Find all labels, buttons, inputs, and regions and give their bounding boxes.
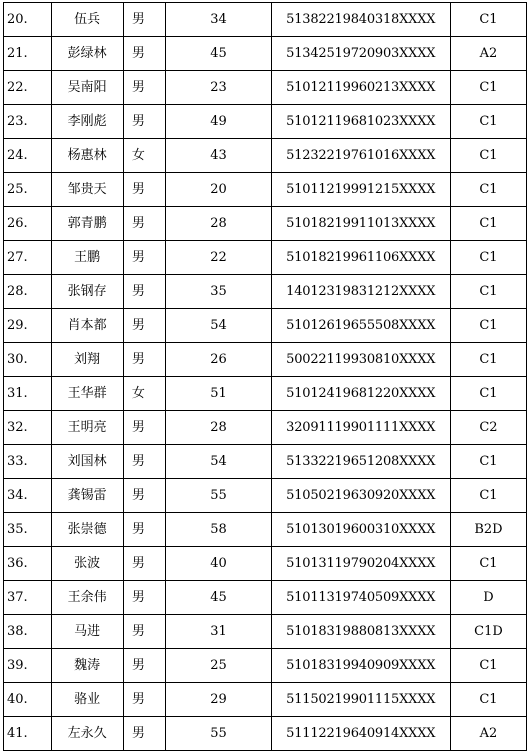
age-cell: 43 — [166, 139, 271, 173]
row-number-cell: 21. — [4, 37, 52, 71]
license-class-cell: C1 — [450, 445, 526, 479]
table-row — [4, 241, 527, 275]
age-cell: 54 — [166, 309, 271, 343]
row-number-cell: 37. — [4, 581, 52, 615]
row-number-cell: 24. — [4, 139, 52, 173]
gender-cell: 男 — [123, 207, 166, 241]
person-name-cell: 肖本都 — [51, 309, 123, 343]
gender-cell: 男 — [123, 411, 166, 445]
gender-cell: 男 — [123, 513, 166, 547]
gender-cell: 男 — [123, 3, 166, 37]
id-number-cell: 51112219640914XXXX — [271, 717, 450, 751]
person-name-cell: 骆业 — [51, 683, 123, 717]
license-class-cell: C1 — [450, 3, 526, 37]
gender-cell: 男 — [123, 173, 166, 207]
row-number-cell: 41. — [4, 717, 52, 751]
id-number-cell: 51011219991215XXXX — [271, 173, 450, 207]
table-row — [4, 581, 527, 615]
person-name-cell: 龚锡雷 — [51, 479, 123, 513]
id-number-cell: 51332219651208XXXX — [271, 445, 450, 479]
row-number-cell: 29. — [4, 309, 52, 343]
id-number-cell: 51012119681023XXXX — [271, 105, 450, 139]
id-number-cell: 51011319740509XXXX — [271, 581, 450, 615]
age-cell: 35 — [166, 275, 271, 309]
license-class-cell: C1 — [450, 105, 526, 139]
license-class-cell: C1 — [450, 649, 526, 683]
age-cell: 55 — [166, 479, 271, 513]
age-cell: 20 — [166, 173, 271, 207]
table-row — [4, 547, 527, 581]
row-number-cell: 34. — [4, 479, 52, 513]
gender-cell: 男 — [123, 649, 166, 683]
row-number-cell: 39. — [4, 649, 52, 683]
age-cell: 29 — [166, 683, 271, 717]
license-class-cell: A2 — [450, 717, 526, 751]
license-class-cell: C1 — [450, 683, 526, 717]
table-row — [4, 513, 527, 547]
license-class-cell: C1 — [450, 71, 526, 105]
age-cell: 51 — [166, 377, 271, 411]
id-number-cell: 51050219630920XXXX — [271, 479, 450, 513]
id-number-cell: 51018319940909XXXX — [271, 649, 450, 683]
person-name-cell: 王明亮 — [51, 411, 123, 445]
age-cell: 55 — [166, 717, 271, 751]
age-cell: 22 — [166, 241, 271, 275]
table-row — [4, 275, 527, 309]
age-cell: 26 — [166, 343, 271, 377]
license-class-cell: C1 — [450, 377, 526, 411]
table-row — [4, 343, 527, 377]
age-cell: 45 — [166, 37, 271, 71]
id-number-cell: 51150219901115XXXX — [271, 683, 450, 717]
person-name-cell: 杨惠林 — [51, 139, 123, 173]
id-number-cell: 51382219840318XXXX — [271, 3, 450, 37]
gender-cell: 男 — [123, 309, 166, 343]
license-class-cell: C1D — [450, 615, 526, 649]
person-name-cell: 伍兵 — [51, 3, 123, 37]
table-row — [4, 377, 527, 411]
person-name-cell: 左永久 — [51, 717, 123, 751]
row-number-cell: 26. — [4, 207, 52, 241]
person-name-cell: 张钢存 — [51, 275, 123, 309]
id-number-cell: 51342519720903XXXX — [271, 37, 450, 71]
row-number-cell: 31. — [4, 377, 52, 411]
id-number-cell: 51018219911013XXXX — [271, 207, 450, 241]
person-name-cell: 王华群 — [51, 377, 123, 411]
gender-cell: 男 — [123, 241, 166, 275]
person-name-cell: 李刚彪 — [51, 105, 123, 139]
age-cell: 25 — [166, 649, 271, 683]
gender-cell: 女 — [123, 139, 166, 173]
license-class-cell: A2 — [450, 37, 526, 71]
id-number-cell: 51018219961106XXXX — [271, 241, 450, 275]
gender-cell: 男 — [123, 581, 166, 615]
license-class-cell: C1 — [450, 309, 526, 343]
age-cell: 54 — [166, 445, 271, 479]
id-number-cell: 51012119960213XXXX — [271, 71, 450, 105]
table-row — [4, 479, 527, 513]
row-number-cell: 35. — [4, 513, 52, 547]
person-name-cell: 郭青鹏 — [51, 207, 123, 241]
row-number-cell: 20. — [4, 3, 52, 37]
row-number-cell: 38. — [4, 615, 52, 649]
id-number-cell: 51012619655508XXXX — [271, 309, 450, 343]
license-class-cell: C2 — [450, 411, 526, 445]
person-name-cell: 彭绿林 — [51, 37, 123, 71]
age-cell: 34 — [166, 3, 271, 37]
age-cell: 58 — [166, 513, 271, 547]
person-name-cell: 刘翔 — [51, 343, 123, 377]
license-class-cell: C1 — [450, 343, 526, 377]
age-cell: 49 — [166, 105, 271, 139]
person-name-cell: 魏涛 — [51, 649, 123, 683]
id-number-cell: 51018319880813XXXX — [271, 615, 450, 649]
age-cell: 28 — [166, 411, 271, 445]
table-row — [4, 173, 527, 207]
person-name-cell: 张波 — [51, 547, 123, 581]
table-row — [4, 649, 527, 683]
person-name-cell: 吴南阳 — [51, 71, 123, 105]
id-number-cell: 50022119930810XXXX — [271, 343, 450, 377]
id-number-cell: 32091119901111XXXX — [271, 411, 450, 445]
row-number-cell: 30. — [4, 343, 52, 377]
table-row — [4, 105, 527, 139]
person-name-cell: 张崇德 — [51, 513, 123, 547]
gender-cell: 男 — [123, 479, 166, 513]
license-class-cell: C1 — [450, 275, 526, 309]
table-row — [4, 683, 527, 717]
license-class-cell: C1 — [450, 547, 526, 581]
id-number-cell: 14012319831212XXXX — [271, 275, 450, 309]
gender-cell: 女 — [123, 377, 166, 411]
table-row — [4, 615, 527, 649]
table-row — [4, 139, 527, 173]
age-cell: 45 — [166, 581, 271, 615]
gender-cell: 男 — [123, 445, 166, 479]
license-class-cell: D — [450, 581, 526, 615]
license-class-cell: C1 — [450, 479, 526, 513]
table-row — [4, 445, 527, 479]
table-row — [4, 37, 527, 71]
gender-cell: 男 — [123, 717, 166, 751]
license-class-cell: C1 — [450, 173, 526, 207]
license-class-cell: C1 — [450, 139, 526, 173]
license-class-cell: B2D — [450, 513, 526, 547]
id-number-cell: 51012419681220XXXX — [271, 377, 450, 411]
gender-cell: 男 — [123, 37, 166, 71]
gender-cell: 男 — [123, 683, 166, 717]
table-row — [4, 71, 527, 105]
gender-cell: 男 — [123, 105, 166, 139]
age-cell: 31 — [166, 615, 271, 649]
row-number-cell: 23. — [4, 105, 52, 139]
roster-body — [4, 3, 527, 751]
table-row — [4, 309, 527, 343]
id-number-cell: 51013019600310XXXX — [271, 513, 450, 547]
gender-cell: 男 — [123, 615, 166, 649]
age-cell: 23 — [166, 71, 271, 105]
row-number-cell: 33. — [4, 445, 52, 479]
table-row — [4, 717, 527, 751]
table-row — [4, 3, 527, 37]
person-name-cell: 马进 — [51, 615, 123, 649]
gender-cell: 男 — [123, 71, 166, 105]
gender-cell: 男 — [123, 275, 166, 309]
row-number-cell: 40. — [4, 683, 52, 717]
gender-cell: 男 — [123, 343, 166, 377]
row-number-cell: 27. — [4, 241, 52, 275]
license-class-cell: C1 — [450, 241, 526, 275]
row-number-cell: 25. — [4, 173, 52, 207]
age-cell: 28 — [166, 207, 271, 241]
row-number-cell: 32. — [4, 411, 52, 445]
table-row — [4, 207, 527, 241]
driver-roster-table — [3, 2, 527, 751]
row-number-cell: 28. — [4, 275, 52, 309]
license-class-cell: C1 — [450, 207, 526, 241]
row-number-cell: 36. — [4, 547, 52, 581]
age-cell: 40 — [166, 547, 271, 581]
table-row — [4, 411, 527, 445]
id-number-cell: 51232219761016XXXX — [271, 139, 450, 173]
row-number-cell: 22. — [4, 71, 52, 105]
person-name-cell: 王鹏 — [51, 241, 123, 275]
person-name-cell: 刘国林 — [51, 445, 123, 479]
gender-cell: 男 — [123, 547, 166, 581]
person-name-cell: 邹贵天 — [51, 173, 123, 207]
id-number-cell: 51013119790204XXXX — [271, 547, 450, 581]
person-name-cell: 王余伟 — [51, 581, 123, 615]
